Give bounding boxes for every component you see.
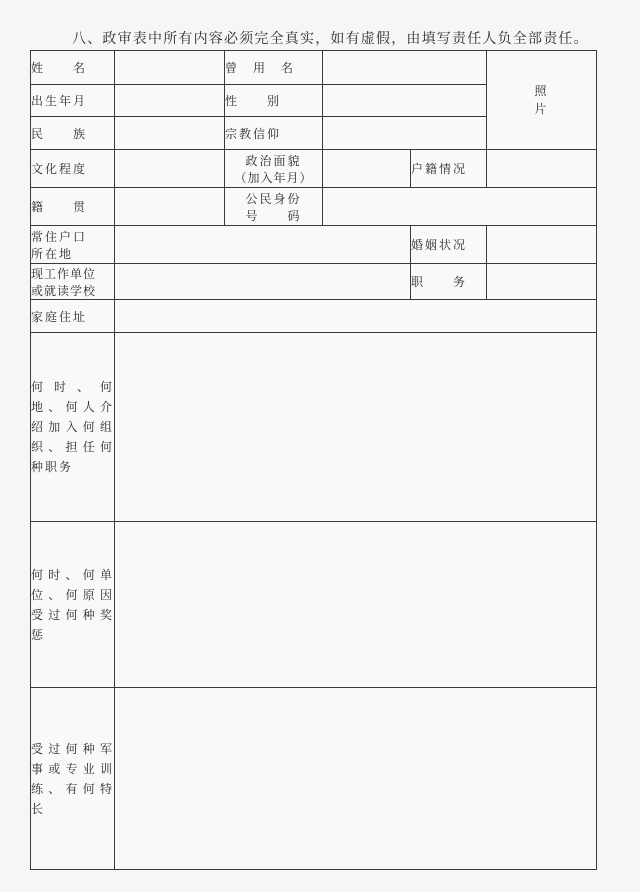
education-field[interactable] bbox=[115, 150, 225, 188]
registered-addr-line1: 常住户口 bbox=[31, 229, 88, 244]
former-name-label: 曾 用 名 bbox=[225, 51, 323, 85]
id-label-line1: 公民身份 bbox=[245, 191, 302, 206]
marital-field[interactable] bbox=[487, 226, 597, 264]
name-label: 姓 名 bbox=[31, 51, 115, 85]
religion-label: 宗教信仰 bbox=[225, 117, 323, 150]
work-unit-label bbox=[31, 264, 115, 300]
political-label-sub: （加入年月） bbox=[234, 170, 313, 185]
marital-label: 婚姻状况 bbox=[411, 226, 487, 264]
id-field[interactable] bbox=[323, 188, 597, 226]
registered-addr-label bbox=[31, 226, 115, 264]
position-field[interactable] bbox=[487, 264, 597, 300]
photo-box[interactable] bbox=[487, 51, 597, 150]
former-name-field[interactable] bbox=[323, 51, 487, 85]
native-place-label: 籍 贯 bbox=[31, 188, 115, 226]
instruction-text: 八、政审表中所有内容必须完全真实，如有虚假，由填写责任人负全部责任。 bbox=[72, 31, 589, 47]
ethnicity-label: 民 族 bbox=[31, 117, 115, 150]
political-review-form bbox=[30, 50, 597, 870]
id-label bbox=[225, 188, 323, 226]
org-history-field[interactable] bbox=[115, 333, 597, 522]
awards-label: 何时、何单位、何原因受过何种奖 惩 bbox=[31, 522, 115, 688]
registered-addr-line2: 所在地 bbox=[31, 246, 74, 261]
training-label: 受过何种军事或专业训练、有何特长 bbox=[31, 688, 115, 870]
ethnicity-field[interactable] bbox=[115, 117, 225, 150]
native-place-field[interactable] bbox=[115, 188, 225, 226]
household-type-label: 户籍情况 bbox=[411, 150, 487, 188]
training-field[interactable] bbox=[115, 688, 597, 870]
awards-field[interactable] bbox=[115, 522, 597, 688]
political-field[interactable] bbox=[323, 150, 411, 188]
home-addr-label: 家庭住址 bbox=[31, 300, 115, 333]
registered-addr-field[interactable] bbox=[115, 226, 411, 264]
gender-field[interactable] bbox=[323, 85, 487, 117]
work-unit-field[interactable] bbox=[115, 264, 411, 300]
name-field[interactable] bbox=[115, 51, 225, 85]
education-label: 文化程度 bbox=[31, 150, 115, 188]
birth-field[interactable] bbox=[115, 85, 225, 117]
political-label-main: 政治面貌 bbox=[245, 153, 302, 168]
id-label-line2: 号 码 bbox=[245, 208, 302, 223]
household-type-field[interactable] bbox=[487, 150, 597, 188]
work-unit-line1: 现工作单位 bbox=[31, 266, 97, 281]
work-unit-line2: 或就读学校 bbox=[31, 283, 97, 298]
gender-label: 性 别 bbox=[225, 85, 323, 117]
religion-field[interactable] bbox=[323, 117, 487, 150]
position-label: 职 务 bbox=[411, 264, 487, 300]
political-label bbox=[225, 150, 323, 188]
home-addr-field[interactable] bbox=[115, 300, 597, 333]
photo-label: 照片 bbox=[534, 84, 549, 116]
birth-label: 出生年月 bbox=[31, 85, 115, 117]
org-history-label: 何时、何地、何人介绍加入何组织、担任何种职务 bbox=[31, 333, 115, 522]
